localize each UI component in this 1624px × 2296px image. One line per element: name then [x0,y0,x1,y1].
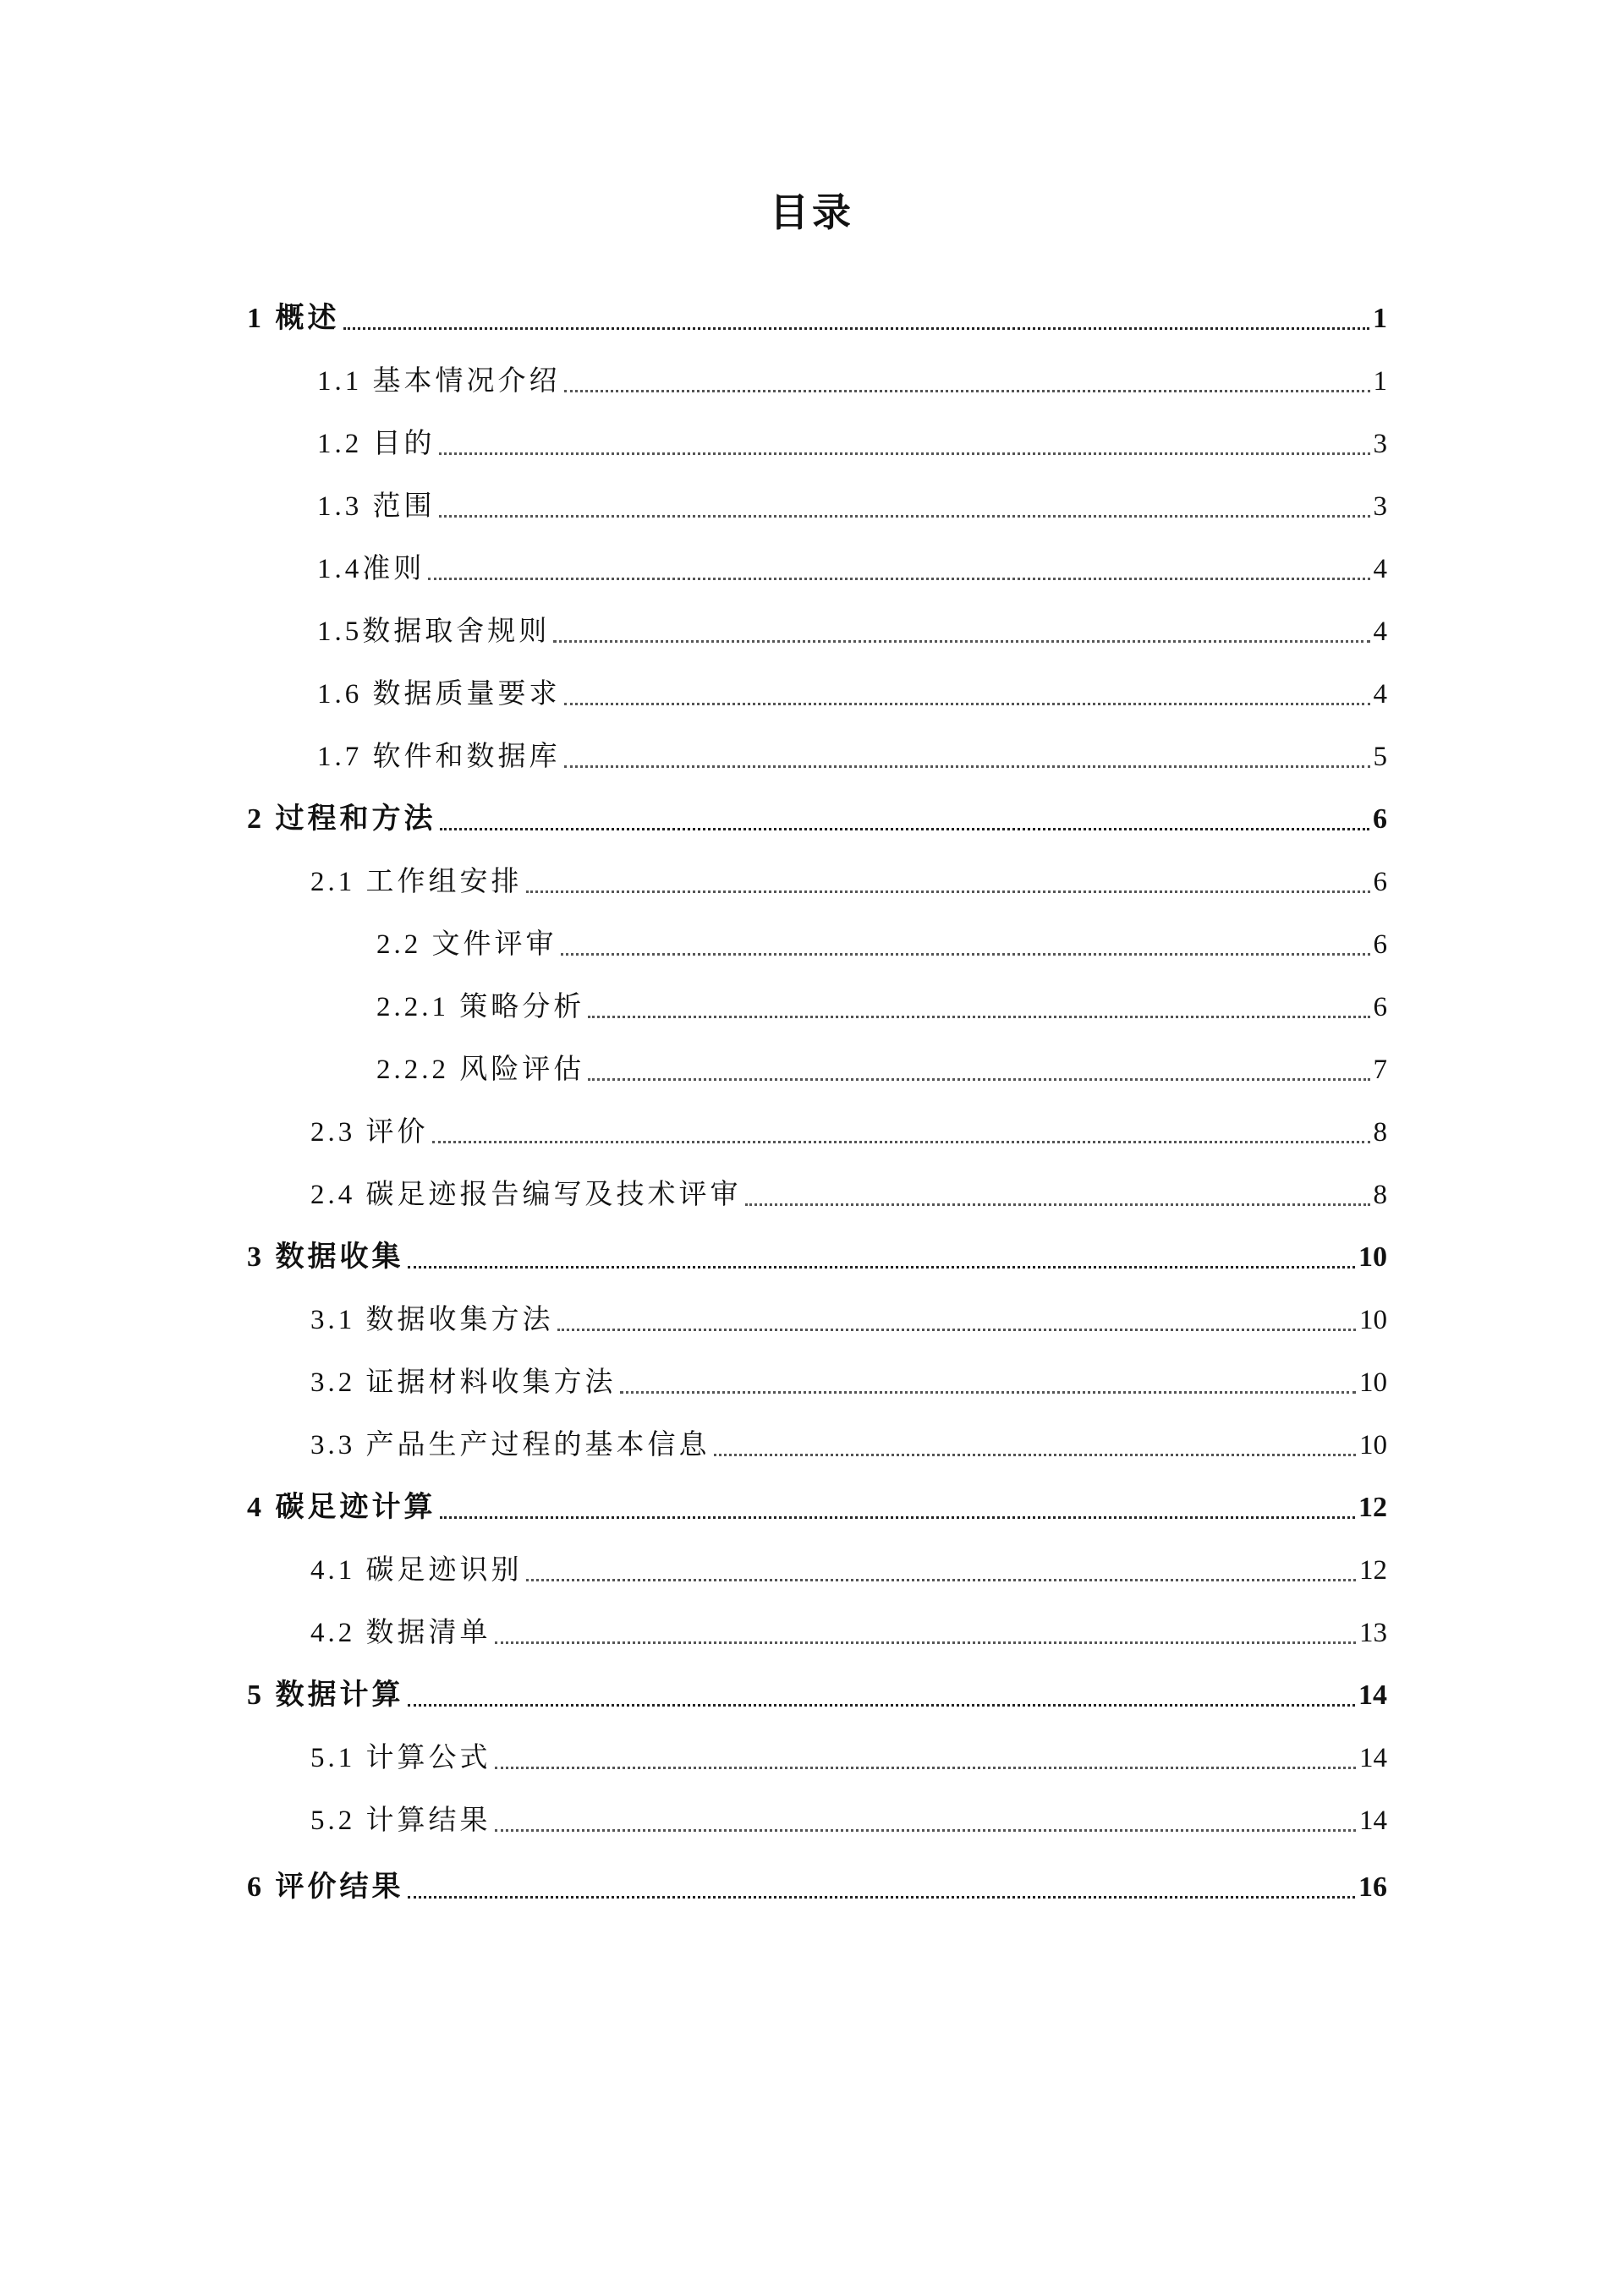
dot-leader [495,1766,1357,1769]
toc-page-number: 10 [1359,1430,1387,1460]
toc-entry-label: 3.1 数据收集方法 [310,1305,554,1335]
toc-page-number: 1 [1373,366,1387,397]
toc-entry-3-3[interactable] [310,1424,1387,1466]
toc-page-number: 10 [1359,1305,1387,1335]
toc-entry-3-1[interactable] [310,1299,1387,1341]
toc-page-number: 12 [1359,1555,1387,1586]
toc-page-number: 8 [1373,1180,1387,1210]
toc-entry-3-2[interactable] [310,1362,1387,1404]
dot-leader [561,952,1370,956]
dot-leader [526,1578,1357,1581]
toc-entry-2-2-2[interactable] [376,1049,1387,1091]
toc-entry-label: 1.6 数据质量要求 [317,679,561,710]
toc-entry-label: 3.3 产品生产过程的基本信息 [310,1430,710,1460]
toc-page-number: 14 [1359,1806,1387,1836]
toc-entry-1-4[interactable] [317,548,1387,590]
dot-leader [439,514,1370,518]
toc-entry-4-1[interactable] [310,1549,1387,1592]
dot-leader [428,577,1369,580]
toc-entry-label: 2.1 工作组安排 [310,867,523,897]
toc-entry-1-5[interactable] [317,611,1387,653]
toc-page-number: 3 [1373,491,1387,522]
toc-page-number: 14 [1358,1680,1387,1711]
toc-page-number: 3 [1373,429,1387,459]
dot-leader [588,1015,1369,1018]
dot-leader [526,890,1370,893]
toc-page-number: 10 [1359,1367,1387,1398]
toc-entry-label: 1.7 软件和数据库 [317,742,561,772]
dot-leader [439,452,1370,455]
toc-entry-label: 2.2.1 策略分析 [376,992,585,1022]
toc-entry-6[interactable] [247,1866,1387,1909]
toc-entry-1[interactable] [247,298,1387,340]
toc-entry-label: 5.1 计算公式 [310,1743,491,1773]
dot-leader [564,764,1370,768]
toc-entry-5-1[interactable] [310,1737,1387,1779]
toc-entry-label: 5 数据计算 [247,1680,404,1711]
toc-entry-1-3[interactable] [317,485,1387,528]
dot-leader [588,1077,1369,1081]
dot-leader [440,827,1370,830]
toc-page-number: 8 [1373,1117,1387,1148]
toc-entry-label: 2.2 文件评审 [376,929,557,960]
toc-entry-label: 6 评价结果 [247,1871,404,1903]
toc-entry-2[interactable] [247,798,1387,841]
toc-entry-label: 2 过程和方法 [247,803,436,835]
dot-leader [495,1641,1357,1644]
toc-page-number: 1 [1373,303,1387,334]
toc-page-number: 13 [1359,1618,1387,1648]
dot-leader [432,1140,1370,1143]
toc-entry-label: 1.3 范围 [317,491,436,522]
toc-entry-label: 1.2 目的 [317,429,436,459]
toc-entry-2-2-1[interactable] [376,986,1387,1028]
toc-title: 目录 [770,189,854,235]
dot-leader [557,1328,1357,1331]
toc-page-number: 14 [1359,1743,1387,1773]
toc-entry-1-7[interactable] [317,736,1387,778]
toc-entry-label: 1.4准则 [317,554,425,584]
toc-entry-label: 2.4 碳足迹报告编写及技术评审 [310,1180,742,1210]
toc-page-number: 10 [1358,1241,1387,1273]
toc-page-number: 4 [1373,554,1387,584]
toc-entry-1-2[interactable] [317,423,1387,465]
dot-leader [408,1265,1356,1269]
toc-entry-label: 1.1 基本情况介绍 [317,366,561,397]
toc-entry-2-2[interactable] [376,923,1387,966]
toc-page-number: 6 [1373,929,1387,960]
toc-entry-1-1[interactable] [317,360,1387,403]
dot-leader [440,1515,1356,1519]
toc-page-number: 4 [1373,679,1387,710]
toc-entry-label: 4.2 数据清单 [310,1618,491,1648]
toc-page-number: 6 [1373,803,1387,835]
toc-entry-5-2[interactable] [310,1800,1387,1842]
dot-leader [408,1895,1356,1899]
dot-leader [564,702,1370,705]
dot-leader [408,1703,1356,1707]
toc-entry-label: 2.2.2 风险评估 [376,1055,585,1085]
dot-leader [745,1203,1370,1206]
toc-page-number: 6 [1373,867,1387,897]
toc-entry-label: 2.3 评价 [310,1117,429,1148]
toc-entry-label: 3.2 证据材料收集方法 [310,1367,617,1398]
toc-entry-4[interactable] [247,1487,1387,1529]
dot-leader [564,389,1370,392]
dot-leader [343,326,1370,330]
toc-entry-label: 1.5数据取舍规则 [317,616,551,647]
toc-entry-1-6[interactable] [317,673,1387,715]
dot-leader [553,639,1369,643]
dot-leader [620,1390,1357,1394]
toc-entry-label: 1 概述 [247,303,340,334]
toc-page-number: 6 [1373,992,1387,1022]
toc-entry-4-2[interactable] [310,1612,1387,1654]
toc-page-number: 16 [1358,1871,1387,1903]
toc-entry-3[interactable] [247,1236,1387,1279]
toc-entry-label: 4 碳足迹计算 [247,1492,436,1523]
toc-entry-label: 4.1 碳足迹识别 [310,1555,523,1586]
toc-page-number: 5 [1373,742,1387,772]
toc-entry-2-4[interactable] [310,1174,1387,1216]
toc-page-number: 7 [1373,1055,1387,1085]
toc-page-number: 4 [1373,616,1387,647]
toc-entry-label: 5.2 计算结果 [310,1806,491,1836]
toc-entry-2-1[interactable] [310,861,1387,903]
dot-leader [714,1453,1357,1456]
toc-page-number: 12 [1358,1492,1387,1523]
toc-entry-2-3[interactable] [310,1111,1387,1153]
toc-entry-label: 3 数据收集 [247,1241,404,1273]
toc-entry-5[interactable] [247,1674,1387,1717]
dot-leader [495,1828,1357,1832]
